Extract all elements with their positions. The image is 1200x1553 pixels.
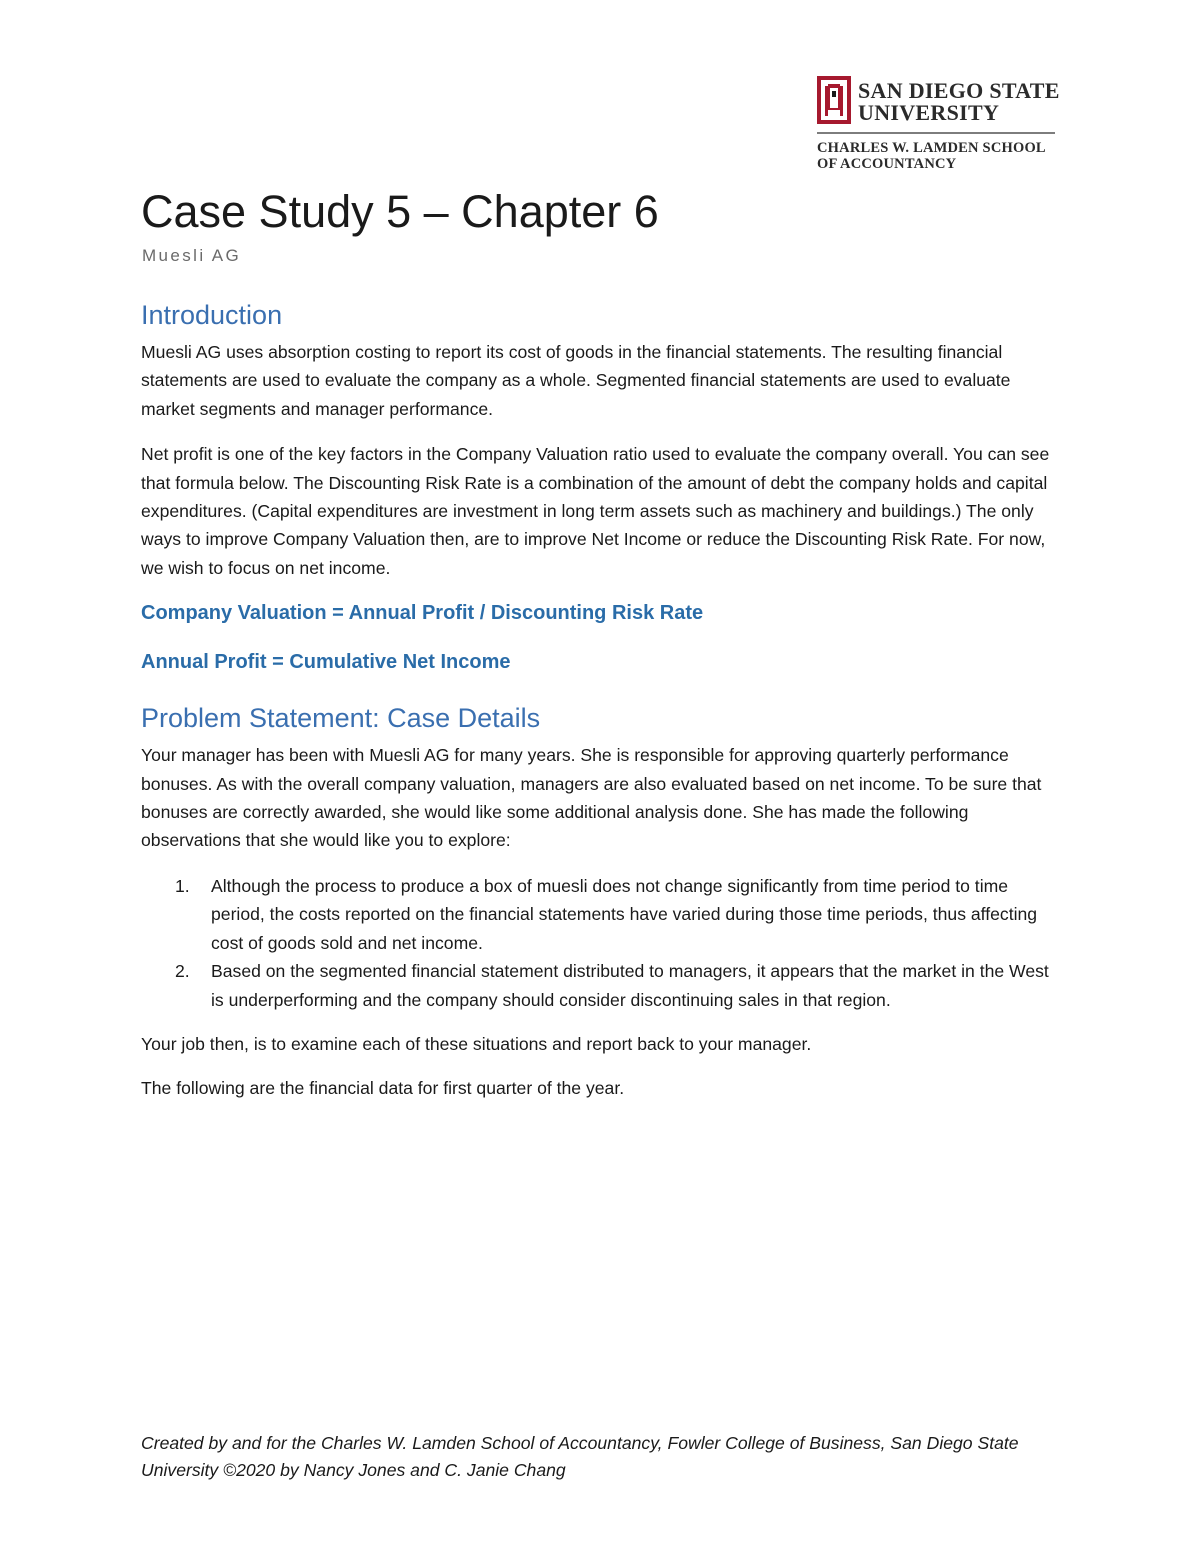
- document-title: Case Study 5 – Chapter 6: [141, 186, 659, 237]
- problem-paragraph-2: Your job then, is to examine each of these situations and report back to your manager.: [141, 1033, 812, 1054]
- introduction-paragraph-1: Muesli AG uses absorption costing to report its cost of goods in the financial statements. The resulting financial statements are used to evaluate the company as a whole. Segmented financial statements are used to evaluate market segments and manager performance.: [141, 342, 1011, 419]
- university-name-line1: SAN DIEGO STATE: [858, 78, 1060, 103]
- list-item: [141, 872, 1066, 957]
- school-name-line1: CHARLES W. LAMDEN SCHOOL: [817, 140, 1046, 156]
- observations-list: [141, 872, 1066, 1014]
- sdsu-tower-emblem-icon: [817, 76, 851, 124]
- list-item-number: 2.: [175, 961, 190, 982]
- footer-credit: Created by and for the Charles W. Lamden School of Accountancy, Fowler College of Business, San Diego State University ©2020 by Nancy Jones and C. Janie Chang: [141, 1433, 1019, 1480]
- introduction-heading: Introduction: [141, 300, 283, 330]
- list-item-text: Based on the segmented financial statement distributed to managers, it appears that the market in the West is underperforming and the company should consider discontinuing sales in that region.: [211, 961, 1049, 1010]
- list-item-number: 1.: [175, 875, 190, 896]
- formula-company-valuation: Company Valuation = Annual Profit / Discounting Risk Rate: [141, 602, 704, 625]
- document-body: [141, 296, 1066, 1103]
- university-name-line2: UNIVERSITY: [858, 100, 1000, 125]
- formula-annual-profit: Annual Profit = Cumulative Net Income: [141, 651, 511, 674]
- school-name-line2: OF ACCOUNTANCY: [817, 156, 957, 172]
- logo-divider: [817, 132, 1055, 134]
- sdsu-logo: [815, 72, 1060, 177]
- introduction-paragraph-2: Net profit is one of the key factors in the Company Valuation ratio used to evaluate the company overall. You can see that formula below. The Discounting Risk Rate is a combination of the amount of debt the company holds and capital expenditures. (Capital expenditures are investment in long term assets such as machinery and buildings.) The only ways to improve Company Valuation then, are to improve Net Income or reduce the Discounting Risk Rate. For now, we wish to focus on net income.: [141, 444, 1050, 578]
- university-wordmark: [858, 80, 1060, 124]
- list-item-text: Although the process to produce a box of muesli does not change significantly from time period to time period, the costs reported on the financial statements have varied during those time periods, thus affecting cost of goods sold and net income.: [211, 875, 1038, 953]
- problem-paragraph-1: Your manager has been with Muesli AG for many years. She is responsible for approving quarterly performance bonuses. As with the overall company valuation, managers are also evaluated based on net income. To be sure that bonuses are correctly awarded, she would like some additional analysis done. She has made the following observations that she would like you to explore:: [141, 745, 1042, 851]
- problem-statement-heading: Problem Statement: Case Details: [141, 703, 541, 734]
- school-name: [817, 140, 1046, 172]
- document-subtitle: Muesli AG: [142, 246, 242, 265]
- problem-paragraph-3: The following are the financial data for first quarter of the year.: [141, 1078, 625, 1099]
- list-item: [141, 957, 1066, 1014]
